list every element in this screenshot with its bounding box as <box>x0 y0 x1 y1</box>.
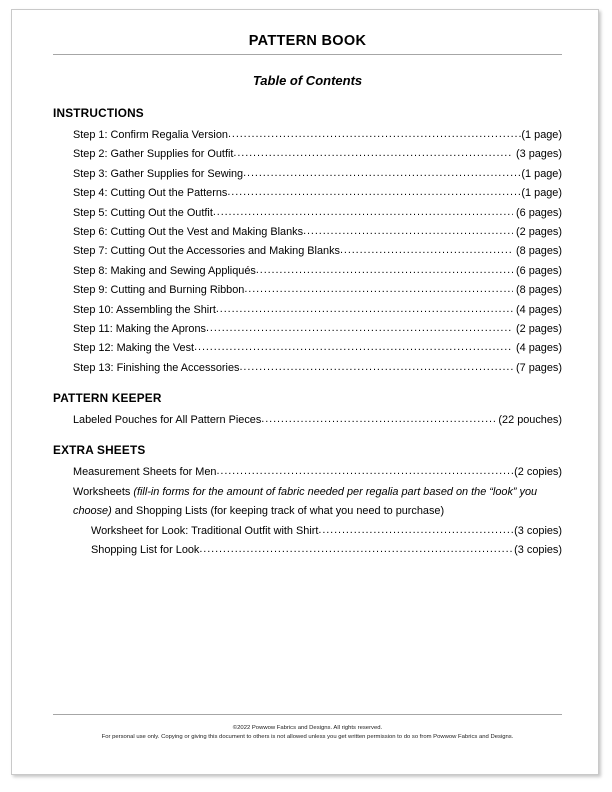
dot-leader <box>244 280 513 299</box>
dot-leader <box>233 144 513 163</box>
toc-entry[interactable] <box>53 411 562 430</box>
dot-leader <box>199 540 514 559</box>
toc-entry-label: Worksheet for Look: Traditional Outfit with Shirt <box>91 524 319 537</box>
toc-entry-pages: (6 pages) <box>515 264 562 277</box>
toc-entry[interactable] <box>53 281 562 300</box>
toc-entry[interactable] <box>53 262 562 281</box>
toc-entry[interactable] <box>53 522 562 541</box>
toc-entry-pages: (7 pages) <box>515 361 562 374</box>
toc-entry-label: Step 1: Confirm Regalia Version <box>73 128 228 141</box>
toc-entry-pages: (1 page) <box>521 187 562 200</box>
dot-leader <box>216 300 513 319</box>
page-sheet <box>11 9 599 775</box>
dot-leader <box>303 222 513 241</box>
footer-copyright: ©2022 Powwow Fabrics and Designs. All rights reserved. <box>232 725 383 731</box>
page-subtitle: Table of Contents <box>252 73 363 88</box>
section-heading-instructions: INSTRUCTIONS <box>53 106 144 120</box>
toc-entry[interactable] <box>53 204 562 223</box>
toc-entry-label: Step 13: Finishing the Accessories <box>73 361 240 374</box>
toc-entry-label: Labeled Pouches for All Pattern Pieces <box>73 414 262 427</box>
worksheets-tail: and Shopping Lists (for keeping track of what you need to purchase) <box>111 505 445 518</box>
toc-entry-label: Step 10: Assembling the Shirt <box>73 303 216 316</box>
toc-entry[interactable] <box>53 184 562 203</box>
worksheets-description <box>53 483 562 522</box>
toc-entry-label: Step 2: Gather Supplies for Outfit <box>73 148 234 161</box>
worksheets-italic-note: (fill-in forms for the amount of fabric needed per regalia part based on the “look” you choose) <box>73 485 538 518</box>
toc-entry-pages: (6 pages) <box>515 206 562 219</box>
toc-entry-label: Step 6: Cutting Out the Vest and Making Blanks <box>73 225 304 238</box>
toc-entry-pages: (1 page) <box>521 128 562 141</box>
toc-entry-label: Step 9: Cutting and Burning Ribbon <box>73 284 245 297</box>
toc-list-instructions <box>53 126 562 378</box>
dot-leader <box>318 521 514 540</box>
page-title: PATTERN BOOK <box>248 33 367 49</box>
toc-entry-label: Step 12: Making the Vest <box>73 342 195 355</box>
toc-entry-label: Step 7: Cutting Out the Accessories and Making Blanks <box>73 245 340 258</box>
toc-entry[interactable] <box>53 126 562 145</box>
toc-entry-label: Step 8: Making and Sewing Appliqués <box>73 264 256 277</box>
dot-leader <box>261 410 495 429</box>
toc-entry-label: Shopping List for Look <box>91 544 200 557</box>
footer-divider <box>53 714 562 715</box>
toc-entry-pages: (3 copies) <box>514 524 562 537</box>
worksheets-lead: Worksheets <box>73 485 134 498</box>
section-heading-extra-sheets: EXTRA SHEETS <box>53 443 146 458</box>
toc-entry-pages: (3 copies) <box>514 544 562 557</box>
dot-leader <box>213 203 513 222</box>
dot-leader <box>227 183 521 202</box>
document-content <box>53 32 562 560</box>
toc-entry-pages: (8 pages) <box>515 284 562 297</box>
toc-entry[interactable] <box>53 145 562 164</box>
dot-leader <box>256 261 513 280</box>
toc-list-extra-sheets-sub <box>53 522 562 561</box>
dot-leader <box>239 358 513 377</box>
toc-entry-pages: (8 pages) <box>515 245 562 258</box>
dot-leader <box>340 241 513 260</box>
toc-entry-pages: (3 pages) <box>515 148 562 161</box>
toc-entry[interactable] <box>53 541 562 560</box>
toc-entry[interactable] <box>53 165 562 184</box>
toc-entry[interactable] <box>53 242 562 261</box>
toc-entry-label: Step 11: Making the Aprons <box>73 322 206 335</box>
section-heading-pattern-keeper: PATTERN KEEPER <box>53 391 162 406</box>
toc-entry[interactable] <box>53 359 562 378</box>
toc-entry-pages: (4 pages) <box>515 342 562 355</box>
dot-leader <box>194 338 513 357</box>
dot-leader <box>206 319 513 338</box>
toc-entry-label: Step 5: Cutting Out the Outfit <box>73 206 213 219</box>
toc-entry[interactable] <box>53 223 562 242</box>
dot-leader <box>243 164 521 183</box>
toc-entry-pages: (2 pages) <box>515 322 562 335</box>
footer-usage-notice: For personal use only. Copying or giving this document to others is not allowed unless you get written permission to do so from Powwow Fabrics and Designs. <box>101 734 514 741</box>
dot-leader <box>228 125 521 144</box>
toc-entry-label: Step 3: Gather Supplies for Sewing <box>73 167 244 180</box>
toc-entry-pages: (22 pouches) <box>498 414 562 427</box>
toc-entry-pages: (4 pages) <box>515 303 562 316</box>
dot-leader <box>216 462 514 481</box>
page-footer <box>53 714 562 743</box>
toc-entry-pages: (2 copies) <box>514 466 562 479</box>
toc-entry[interactable] <box>53 320 562 339</box>
toc-list-pattern-keeper <box>53 411 562 430</box>
toc-entry[interactable] <box>53 339 562 358</box>
toc-entry-pages: (2 pages) <box>515 225 562 238</box>
toc-entry[interactable] <box>53 463 562 482</box>
toc-entry-pages: (1 page) <box>521 167 562 180</box>
toc-entry-label: Measurement Sheets for Men <box>73 466 217 479</box>
toc-entry[interactable] <box>53 301 562 320</box>
toc-list-extra-sheets <box>53 463 562 482</box>
toc-entry-label: Step 4: Cutting Out the Patterns <box>73 187 228 200</box>
